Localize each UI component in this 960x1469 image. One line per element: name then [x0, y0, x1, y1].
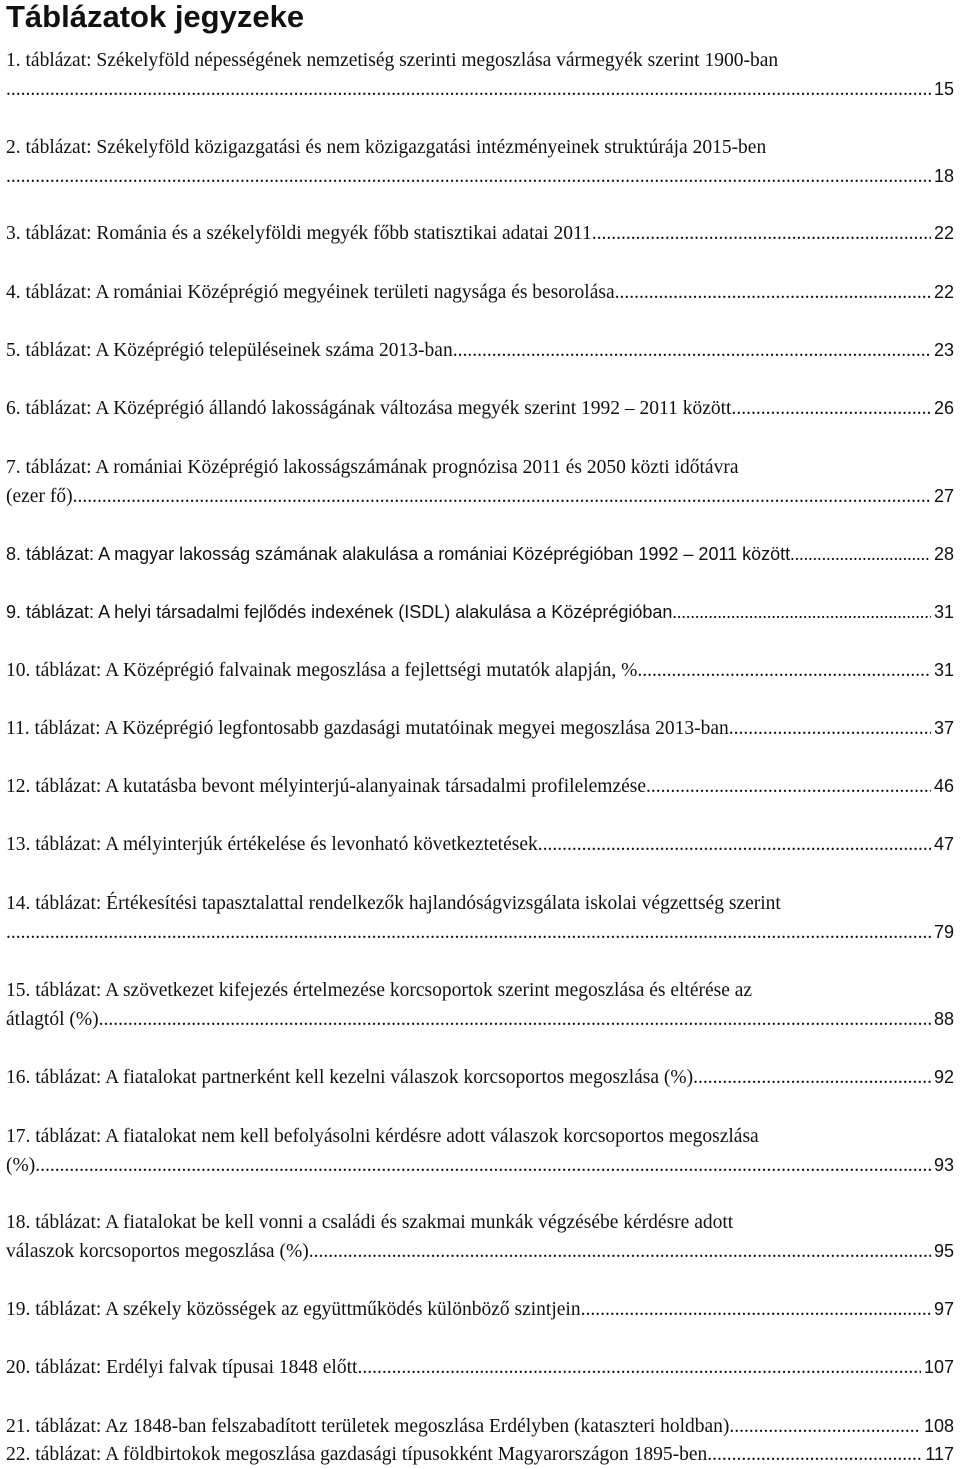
- page-number: 97: [933, 1299, 954, 1319]
- page-number: 31: [933, 602, 954, 622]
- toc-entry-text: 9. táblázat: A helyi társadalmi fejlődés indexének (ISDL) alakulása a Középrégióban: [6, 602, 673, 622]
- toc-entry[interactable]: [6, 1122, 954, 1180]
- page-number: 88: [933, 1009, 954, 1029]
- dot-leader: [538, 830, 931, 859]
- toc-entry[interactable]: [6, 889, 954, 947]
- page-number: 22: [933, 282, 954, 302]
- toc-entry-last-line: [6, 278, 954, 307]
- toc-entry[interactable]: [6, 976, 954, 1034]
- page-title: Táblázatok jegyzeke: [6, 0, 305, 34]
- toc-entry-last-line: [6, 219, 954, 248]
- dot-leader: [729, 1412, 921, 1441]
- page-number: 15: [933, 79, 954, 99]
- toc-entry-last-line: [6, 1412, 954, 1441]
- page-number: 47: [933, 834, 954, 854]
- toc-entry-last-line: [6, 714, 954, 743]
- toc-entry-text: 5. táblázat: A Középrégió településeinek száma 2013-ban: [6, 340, 453, 361]
- toc-entry-last-line: [6, 482, 954, 511]
- toc-entry-line: 15. táblázat: A szövetkezet kifejezés értelmezése korcsoportok szerint megoszlása és eltérése az: [6, 980, 753, 1001]
- toc-entry-text: 22. táblázat: A földbirtokok megoszlása gazdasági típusokként Magyarországon 1895-ben: [6, 1444, 708, 1465]
- toc-entry-text: (%): [6, 1155, 36, 1176]
- page-number: 92: [933, 1067, 954, 1087]
- toc-entry-line: 18. táblázat: A fiatalokat be kell vonni a családi és szakmai munkák végzésébe kérdésre adott: [6, 1212, 734, 1233]
- toc-entry-line: 7. táblázat: A romániai Középrégió lakosságszámának prognózisa 2011 és 2050 közti időtávra: [6, 457, 739, 478]
- dot-leader: [581, 1295, 931, 1324]
- toc-entry[interactable]: [6, 278, 954, 307]
- page-number: 28: [933, 544, 954, 564]
- page-number: 93: [933, 1155, 954, 1175]
- toc-entry[interactable]: [6, 714, 954, 743]
- toc-entry-last-line: [6, 1440, 954, 1469]
- page-number: 18: [933, 166, 954, 186]
- toc-entry-text: 4. táblázat: A romániai Középrégió megyéinek területi nagysága és besorolása: [6, 282, 615, 303]
- toc-entry[interactable]: [6, 1412, 954, 1441]
- toc-entry-last-line: [6, 336, 954, 365]
- page-number: 95: [933, 1241, 954, 1261]
- toc-entry-last-line: [6, 1151, 954, 1180]
- dot-leader: [357, 1353, 921, 1382]
- toc-entry[interactable]: [6, 1295, 954, 1324]
- page-number: 26: [933, 398, 954, 418]
- dot-leader: [729, 714, 931, 743]
- dot-leader: [6, 75, 931, 104]
- toc-entry-text: 10. táblázat: A Középrégió falvainak megoszlása a fejlettségi mutatók alapján, %: [6, 660, 638, 681]
- dot-leader: [99, 1005, 931, 1034]
- toc-entry-last-line: [6, 772, 954, 801]
- toc-entry-text: átlagtól (%): [6, 1009, 99, 1030]
- dot-leader: [707, 1440, 922, 1469]
- page-number: 108: [923, 1416, 954, 1436]
- toc-entry[interactable]: [6, 394, 954, 423]
- toc-entry-last-line: [6, 394, 954, 423]
- toc-entry[interactable]: [6, 772, 954, 801]
- toc-entry-text: 11. táblázat: A Középrégió legfontosabb gazdasági mutatóinak megyei megoszlása 2013-ban: [6, 718, 729, 739]
- toc-entry-text: 6. táblázat: A Középrégió állandó lakosságának változása megyék szerint 1992 – 2011 között: [6, 398, 732, 419]
- page-number: 79: [933, 922, 954, 942]
- page-number: 23: [933, 340, 954, 360]
- dot-leader: [592, 219, 931, 248]
- toc-entry-last-line: [6, 162, 954, 191]
- toc-entry-line: 1. táblázat: Székelyföld népességének nemzetiség szerinti megoszlása vármegyék szerint 1900-ban: [6, 50, 779, 71]
- dot-leader: [309, 1237, 931, 1266]
- dot-leader: [672, 598, 931, 627]
- toc-entry[interactable]: [6, 598, 954, 627]
- toc-entry[interactable]: [6, 133, 954, 191]
- toc-entry-last-line: [6, 1295, 954, 1324]
- toc-entry[interactable]: [6, 1440, 954, 1469]
- dot-leader: [637, 656, 931, 685]
- page-number: 107: [923, 1357, 954, 1377]
- dot-leader: [693, 1063, 931, 1092]
- dot-leader: [615, 278, 931, 307]
- page-number: 22: [933, 223, 954, 243]
- toc-entry-text: (ezer fő): [6, 486, 73, 507]
- toc-entry-line: 2. táblázat: Székelyföld közigazgatási és nem közigazgatási intézményeinek struktúrája 2015-ben: [6, 137, 767, 158]
- toc-entry-line: 17. táblázat: A fiatalokat nem kell befolyásolni kérdésre adott válaszok korcsoportos megoszlása: [6, 1126, 759, 1147]
- toc-entry[interactable]: [6, 1353, 954, 1382]
- toc-entry[interactable]: [6, 540, 954, 569]
- toc-entry-last-line: [6, 918, 954, 947]
- dot-leader: [35, 1151, 931, 1180]
- page-number: 31: [933, 660, 954, 680]
- toc-entry-line: 14. táblázat: Értékesítési tapasztalattal rendelkezők hajlandóságvizsgálata iskolai végzettség szerint: [6, 893, 781, 914]
- page-number: 27: [933, 486, 954, 506]
- toc-entry-last-line: [6, 540, 954, 569]
- dot-leader: [790, 540, 931, 569]
- toc-entry[interactable]: [6, 656, 954, 685]
- toc-entry-text: 19. táblázat: A székely közösségek az együttműködés különböző szintjein: [6, 1299, 581, 1320]
- toc-entry[interactable]: [6, 453, 954, 511]
- toc-entry[interactable]: [6, 336, 954, 365]
- toc-entry-last-line: [6, 1353, 954, 1382]
- toc-entry[interactable]: [6, 46, 954, 104]
- dot-leader: [453, 336, 931, 365]
- page-number: 46: [933, 776, 954, 796]
- page-number: 37: [933, 718, 954, 738]
- toc-entry-last-line: [6, 75, 954, 104]
- toc-entry-text: 12. táblázat: A kutatásba bevont mélyinterjú-alanyainak társadalmi profilelemzése: [6, 776, 647, 797]
- toc-entry-last-line: [6, 656, 954, 685]
- toc-entry-last-line: [6, 1005, 954, 1034]
- toc-entry-last-line: [6, 1063, 954, 1092]
- dot-leader: [731, 394, 931, 423]
- toc-entry[interactable]: [6, 830, 954, 859]
- toc-entry[interactable]: [6, 1208, 954, 1266]
- toc-entry-text: 21. táblázat: Az 1848-ban felszabadított területek megoszlása Erdélyben (kataszteri holdban): [6, 1416, 730, 1437]
- toc-entry-text: 13. táblázat: A mélyinterjúk értékelése és levonható következtetések: [6, 834, 538, 855]
- page-number: 117: [925, 1444, 954, 1464]
- dot-leader: [6, 918, 931, 947]
- toc-entry-text: válaszok korcsoportos megoszlása (%): [6, 1241, 309, 1262]
- toc-entry-last-line: [6, 830, 954, 859]
- dot-leader: [73, 482, 931, 511]
- toc-entry-text: 3. táblázat: Románia és a székelyföldi megyék főbb statisztikai adatai 2011: [6, 223, 592, 244]
- dot-leader: [646, 772, 931, 801]
- dot-leader: [6, 162, 931, 191]
- toc-entry-last-line: [6, 598, 954, 627]
- toc-entry-text: 20. táblázat: Erdélyi falvak típusai 1848 előtt: [6, 1357, 358, 1378]
- toc-entry[interactable]: [6, 219, 954, 248]
- toc-entry-last-line: [6, 1237, 954, 1266]
- toc-entry[interactable]: [6, 1063, 954, 1092]
- toc-entry-text: 16. táblázat: A fiatalokat partnerként kell kezelni válaszok korcsoportos megoszlása (%): [6, 1067, 694, 1088]
- toc-entry-text: 8. táblázat: A magyar lakosság számának alakulása a romániai Középrégióban 1992 – 2011 között: [6, 544, 791, 564]
